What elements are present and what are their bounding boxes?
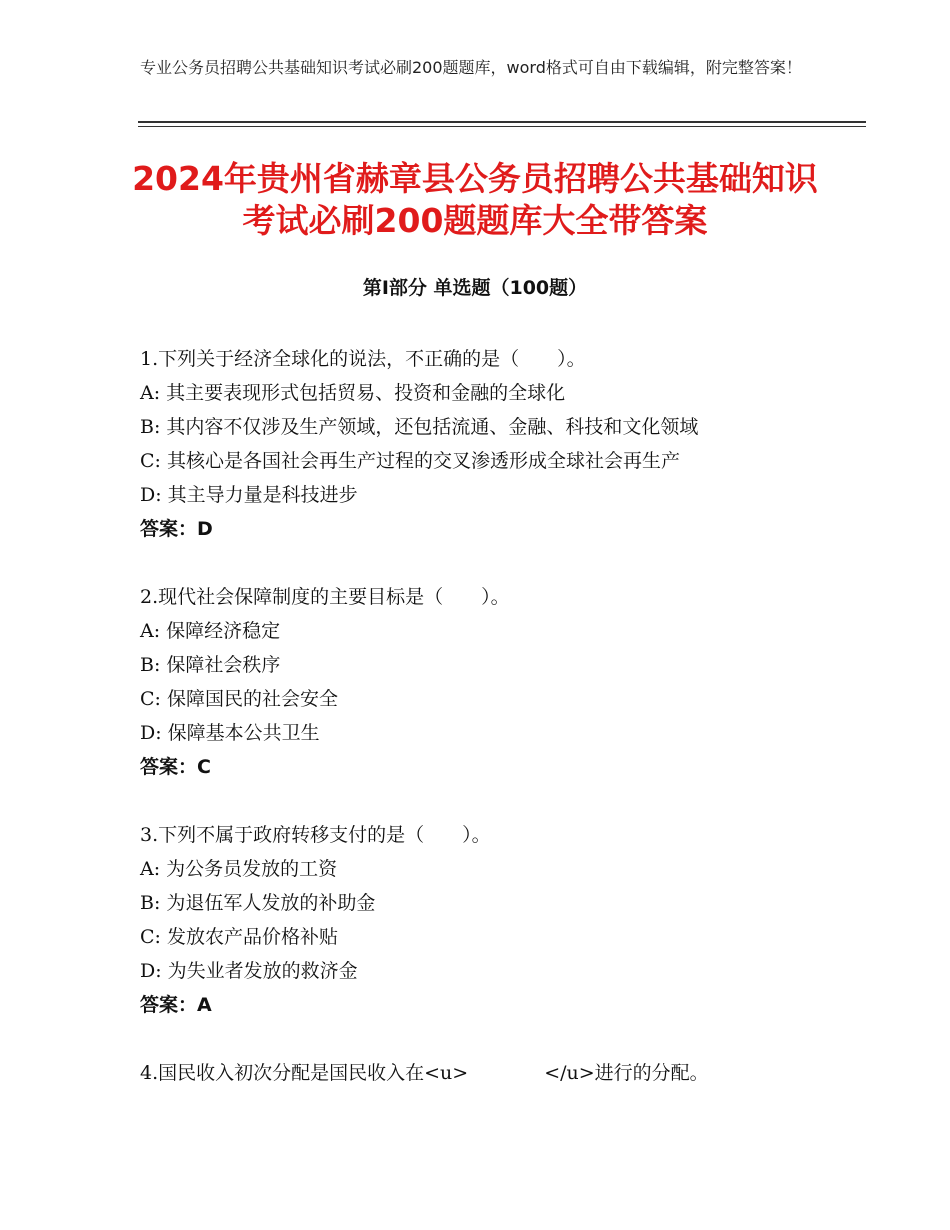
section-title: 第Ⅰ部分 单选题（100题） xyxy=(362,277,588,299)
question-2 xyxy=(140,580,840,784)
option-d: D: 保障基本公共卫生 xyxy=(140,722,320,744)
option-c: C: 其核心是各国社会再生产过程的交叉渗透形成全球社会再生产 xyxy=(140,450,680,472)
header-rule-thin xyxy=(138,126,866,127)
question-list xyxy=(140,342,840,1124)
option-a: A: 其主要表现形式包括贸易、投资和金融的全球化 xyxy=(140,382,566,404)
document-title: 2024年贵州省赫章县公务员招聘公共基础知识考试必刷200题题库大全带答案 xyxy=(132,159,818,240)
header-rule-thick xyxy=(138,121,866,123)
answer: 答案：C xyxy=(140,756,211,778)
option-d: D: 其主导力量是科技进步 xyxy=(140,484,358,506)
header-note: 专业公务员招聘公共基础知识考试必刷200题题库，word格式可自由下载编辑，附完整答案！ xyxy=(140,58,802,77)
question-stem: 2.现代社会保障制度的主要目标是（ ）。 xyxy=(140,586,510,608)
option-a: A: 保障经济稳定 xyxy=(140,620,281,642)
option-b: B: 为退伍军人发放的补助金 xyxy=(140,892,376,914)
option-b: B: 其内容不仅涉及生产领域，还包括流通、金融、科技和文化领域 xyxy=(140,416,699,438)
option-b: B: 保障社会秩序 xyxy=(140,654,281,676)
question-stem: 1.下列关于经济全球化的说法，不正确的是（ ）。 xyxy=(140,348,586,370)
option-d: D: 为失业者发放的救济金 xyxy=(140,960,358,982)
question-stem: 3.下列不属于政府转移支付的是（ ）。 xyxy=(140,824,491,846)
option-c: C: 保障国民的社会安全 xyxy=(140,688,338,710)
answer: 答案：A xyxy=(140,994,212,1016)
question-stem: 4.国民收入初次分配是国民收入在<u> </u>进行的分配。 xyxy=(140,1062,709,1084)
option-a: A: 为公务员发放的工资 xyxy=(140,858,338,880)
question-4 xyxy=(140,1056,840,1090)
answer: 答案：D xyxy=(140,518,213,540)
question-1 xyxy=(140,342,840,546)
question-3 xyxy=(140,818,840,1022)
option-c: C: 发放农产品价格补贴 xyxy=(140,926,338,948)
